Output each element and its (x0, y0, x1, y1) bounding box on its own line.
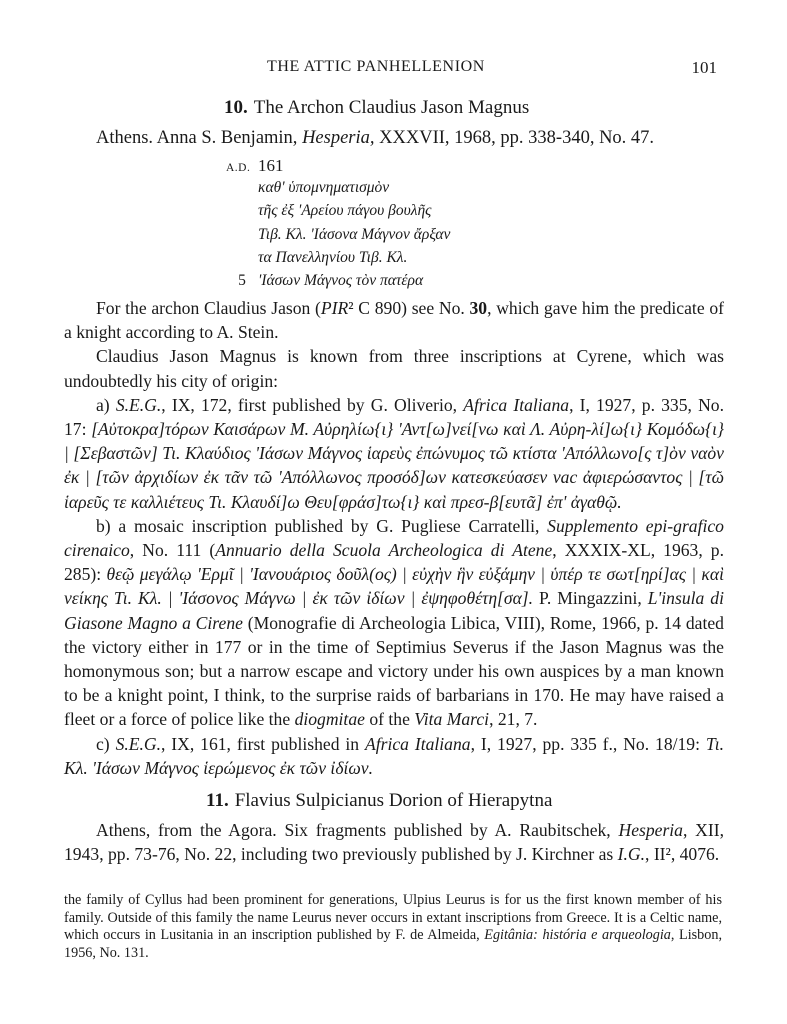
inscription-line-3: Τιβ. Κλ. 'Ιάσονα Μάγνον ἄρξαν (258, 225, 451, 243)
source-text: Athens. Anna S. Benjamin, (96, 128, 303, 148)
inscription-line (226, 202, 450, 225)
paragraph-b: b) a mosaic inscription published by G. Pugliese Carratelli, Supplemento epi-grafico cirenaico, No. 111 (Annuario della Scuola Archeologica di Atene, XXXIX-XL, 1963, p. 285): θεῷ μεγάλῳ 'Ερμῖ | 'Ιανουάριος δοῦλ(ος) | εὐχὴν ἣν εὐξάμην | ὑπέρ τε σωτ[ηρί]ας | καὶ νείκης Τι. Κλ. | 'Ιάσονος Μάγνω | ἐκ τῶν ἰδίων | ἐψηφοθέτη[σα]. P. Mingazzini, L'insula di Giasone Magno a Cirene (Monografie di Archeologia Libica, VIII), Rome, 1966, p. 14 dated the victory either in 177 or in the time of Septimius Severus if the Jason Magnus was the homonymous son; but a narrow escape and victory under his own auspices by a man known to be a knight point, I think, to the surprise raids of barbarians in 170. He may have raised a fleet or a force of police like the diogmitae of the Vita Marci, 21, 7. (64, 515, 724, 730)
inscription-line-1: καθ' ὑπομνηματισμὸν (258, 179, 390, 197)
entry-11-heading (206, 790, 552, 812)
inscription-date (226, 156, 450, 179)
inscription-line (226, 226, 450, 249)
entry-11-title: Flavius Sulpicianus Dorion of Hierapytna (234, 790, 553, 811)
inscription-line (226, 272, 450, 295)
entry-11-commentary (64, 818, 724, 866)
paragraph: Athens, from the Agora. Six fragments published by A. Raubitschek, Hesperia, XII, 1943, pp. 73-76, No. 22, including two previously published by J. Kirchner as I.G., II², 4076. (64, 820, 724, 865)
inscription-era: A.D. (226, 162, 251, 174)
inscription-line-5: 'Ιάσων Μάγνος τὸν πατέρα (258, 271, 424, 289)
paragraph-c: c) S.E.G., IX, 161, first published in Africa Italiana, I, 1927, pp. 335 f., No. 18/19: Τι. Κλ. 'Ιάσων Μάγνος ἱερώμενος ἐκ τῶν ἰδίων. (64, 733, 724, 778)
entry-10-number: 10. (224, 97, 248, 118)
footnote-text: the family of Cyllus had been prominent for generations, Ulpius Leurus is for us the first known member of his family. Outside of this family the name Leurus never occurs in extant inscriptions from Greece. It is a Celtic name, which occurs in Lusitania in an inscription published by F. de Almeida, Egitânia: história e arqueologia, Lisbon, 1956, No. 131. (64, 892, 722, 961)
inscription-text (226, 156, 450, 295)
entry-10-source (96, 128, 654, 149)
source-text-end: XXXVII, 1968, pp. 338-340, No. 47. (374, 128, 655, 148)
inscription-year: 161 (258, 156, 284, 175)
inscription-line-2: τῆς ἐξ 'Αρείου πάγου βουλῆς (258, 202, 432, 220)
page-number: 101 (691, 58, 717, 77)
paragraph: Claudius Jason Magnus is known from three inscriptions at Cyrene, which was undoubtedly his city of origin: (64, 346, 724, 391)
entry-11-number: 11. (206, 790, 229, 811)
source-journal: Hesperia, (302, 128, 375, 148)
entry-10-title: The Archon Claudius Jason Magnus (253, 97, 530, 118)
running-head (0, 58, 787, 82)
paragraph-a: a) S.E.G., IX, 172, first published by G. Oliverio, Africa Italiana, I, 1927, p. 335, No. 17: [Αὐτοκρα]τόρων Καισάρων Μ. Αὐρηλίω{ι} 'Αντ[ω]νεί[νω καὶ Λ. Αὐρη-λί]ω{ι} Κομόδω{ι} | [Σεβαστῶν] Τι. Κλαύδιος 'Ιάσων Μάγνος ἱαρεὺς ἐπώνυμος τῶ κτίστα 'Απόλλωνο[ς τ]ὸν ναὸν ἐκ | [τῶν ἀρχιδίων ἐκ τᾶν τῶ 'Απόλλωνος προσόδ]ων κατεσκεύασεν vac ἀφιερώσαντος | [τῶ ἱαρεῦς τε καλλιέτευς Τι. Κλαυδί]ω Θευ[φράσ]τω{ι} καὶ πρεσ-β[ευτᾶ] ἐπ' ἀγαθῷ. (64, 394, 724, 512)
paragraph: For the archon Claudius Jason (PIR² C 890) see No. 30, which gave him the predicate of a knight according to A. Stein. (64, 298, 724, 343)
inscription-line (226, 179, 450, 202)
entry-10-commentary (64, 296, 724, 780)
line-number: 5 (238, 271, 246, 289)
footnote (64, 892, 722, 962)
entry-10-heading (224, 97, 529, 119)
inscription-line (226, 249, 450, 272)
inscription-line-4: τα Πανελληνίου Τιβ. Κλ. (258, 248, 408, 266)
running-head-title: THE ATTIC PANHELLENION (267, 58, 485, 75)
